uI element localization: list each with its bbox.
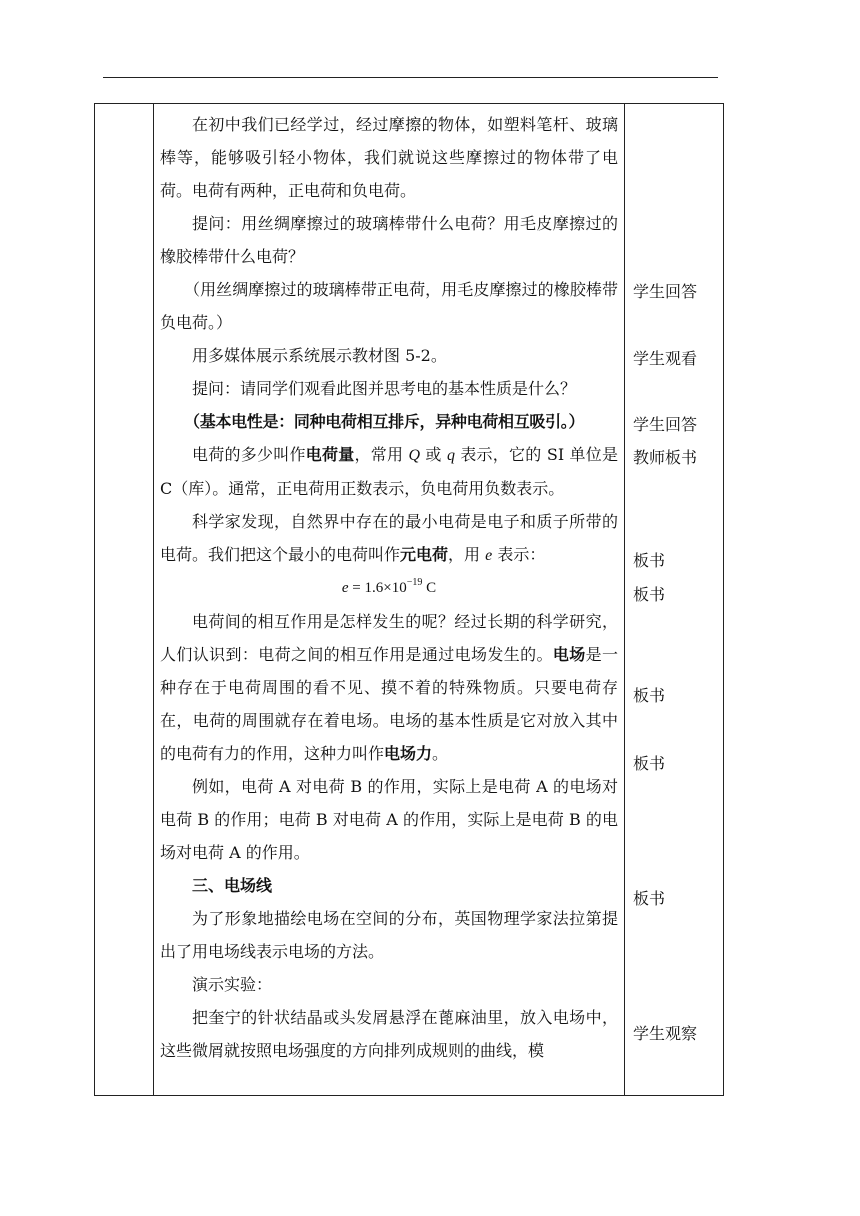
column-divider-right	[624, 103, 625, 1096]
term-electric-force: 电场力	[384, 744, 433, 763]
symbol-Q: Q	[408, 447, 421, 464]
paragraph-answer-1: （用丝绸摩擦过的玻璃棒带正电荷，用毛皮摩擦过的橡胶棒带负电荷。）	[160, 280, 618, 332]
paragraph-field-lines: 为了形象地描绘电场在空间的分布，英国物理学家法拉第提出了用电场线表示电场的方法。	[160, 909, 618, 961]
note-board: 板书	[633, 686, 666, 705]
note-student-answer: 学生回答	[633, 415, 698, 434]
note-board: 板书	[633, 551, 666, 570]
symbol-e: e	[485, 547, 493, 564]
term-electric-field: 电场	[552, 645, 586, 664]
paragraph-multimedia: 用多媒体展示系统展示教材图 5-2。	[192, 346, 447, 365]
formula-value: = 1.6×10	[348, 580, 407, 596]
text: ，用	[448, 545, 486, 564]
formula-unit: C	[422, 580, 437, 596]
text: 是一种存在于电荷周围的看不见、摸不着的特殊物质。只要电荷存在，电荷的周围就存在着电场。电场的基本性质是它对放入其中的电荷有力的作用，这种力叫作	[160, 645, 618, 763]
teaching-content	[160, 108, 618, 1067]
symbol-q: q	[446, 447, 455, 464]
text: ，常用	[354, 445, 409, 464]
note-board: 板书	[633, 889, 666, 908]
paragraph-electric-field	[160, 605, 618, 770]
note-student-watch: 学生观看	[633, 349, 698, 368]
note-board: 板书	[633, 585, 666, 604]
text: 。	[432, 744, 449, 763]
term-charge-quantity: 电荷量	[305, 445, 355, 464]
text: 或	[420, 445, 447, 464]
paragraph-question-2: 提问：请同学们观看此图并思考电的基本性质是什么？	[192, 379, 577, 398]
note-teacher-board: 教师板书	[633, 448, 698, 467]
paragraph-charge-quantity	[160, 438, 618, 505]
formula-lhs: e	[341, 580, 349, 596]
formula-exponent: −19	[406, 577, 423, 588]
header-rule	[103, 77, 718, 78]
text: 电荷间的相互作用是怎样发生的呢？经过长期的科学研究，人们认识到：电荷之间的相互作用是通过电场发生的。	[160, 612, 618, 664]
note-student-observe: 学生观察	[633, 1024, 698, 1043]
text: 科学家发现，自然界中存在的最小电荷是电子和质子所带的电荷。我们把这个最小的电荷叫作	[160, 512, 618, 564]
paragraph-example: 例如，电荷 A 对电荷 B 的作用，实际上是电荷 A 的电场对电荷 B 的作用；电荷 B 对电荷 A 的作用，实际上是电荷 B 的电场对电荷 A 的作用。	[160, 777, 618, 862]
text: 表示，它的 SI 单位是 C（库）。通常，正电荷用正数表示，负电荷用负数表示。	[160, 445, 618, 498]
text: 电荷的多少叫作	[192, 445, 306, 464]
paragraph-answer-2: （基本电性是：同种电荷相互排斥，异种电荷相互吸引。）	[184, 412, 585, 431]
text: 表示：	[492, 545, 546, 564]
formula-elementary-charge	[160, 572, 618, 605]
term-elementary-charge: 元电荷	[400, 545, 449, 564]
paragraph-friction: 在初中我们已经学过，经过摩擦的物体，如塑料笔杆、玻璃棒等，能够吸引轻小物体，我们就说这些摩擦过的物体带了电荷。电荷有两种，正电荷和负电荷。	[160, 115, 618, 200]
note-student-answer: 学生回答	[633, 282, 698, 301]
section-heading: 三、电场线	[192, 876, 273, 895]
paragraph-question-1: 提问：用丝绸摩擦过的玻璃棒带什么电荷？用毛皮摩擦过的橡胶棒带什么电荷？	[160, 214, 618, 266]
paragraph-demo-text: 把奎宁的针状结晶或头发屑悬浮在蓖麻油里，放入电场中，这些微屑就按照电场强度的方向排列成规则的曲线，模	[160, 1008, 618, 1060]
paragraph-elementary-charge	[160, 505, 618, 572]
column-divider-left	[153, 103, 154, 1096]
note-board: 板书	[633, 754, 666, 773]
paragraph-demo-label: 演示实验：	[192, 975, 273, 994]
